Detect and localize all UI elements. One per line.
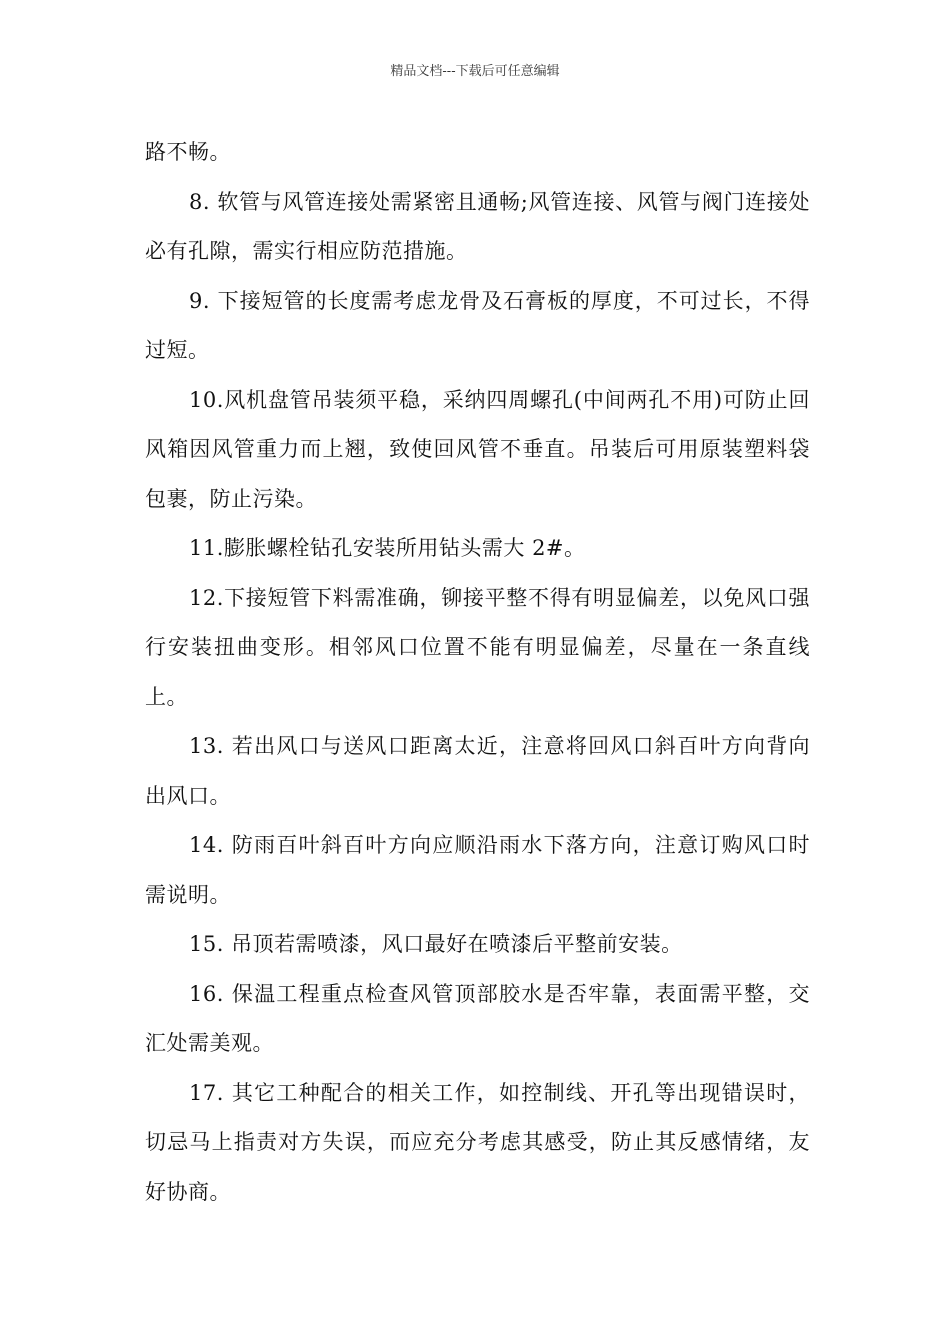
paragraph-item-17: 17. 其它工种配合的相关工作，如控制线、开孔等出现错误时，切忌马上指责对方失误，而应充分考虑其感受，防止其反感情绪，友好协商。: [145, 1080, 810, 1204]
paragraph-continuation: 路不畅。: [145, 140, 231, 164]
paragraph-item-13: 13. 若出风口与送风口距离太近，注意将回风口斜百叶方向背向出风口。: [145, 734, 810, 808]
paragraph-item-10: 10.风机盘管吊装须平稳，采纳四周螺孔(中间两孔不用)可防止回风箱因风管重力而上翘，致使回风管不垂直。吊装后可用原装塑料袋包裹，防止污染。: [145, 387, 810, 511]
page-header: 精品文档---下载后可任意编辑: [390, 64, 560, 79]
paragraph-item-8: 8. 软管与风管连接处需紧密且通畅;风管连接、风管与阀门连接处必有孔隙，需实行相应防范措施。: [145, 189, 810, 263]
paragraph-item-16: 16. 保温工程重点检查风管顶部胶水是否牢靠，表面需平整，交汇处需美观。: [145, 981, 810, 1055]
paragraph-item-14: 14. 防雨百叶斜百叶方向应顺沿雨水下落方向，注意订购风口时需说明。: [145, 833, 810, 907]
document-body: [145, 128, 810, 1217]
paragraph-item-15: 15. 吊顶若需喷漆，风口最好在喷漆后平整前安装。: [189, 932, 683, 956]
paragraph-item-9: 9. 下接短管的长度需考虑龙骨及石膏板的厚度，不可过长，不得过短。: [145, 288, 810, 362]
paragraph-item-11: 11.膨胀螺栓钻孔安装所用钻头需大 2#。: [189, 536, 586, 560]
paragraph-item-12: 12.下接短管下料需准确，铆接平整不得有明显偏差，以免风口强行安装扭曲变形。相邻风口位置不能有明显偏差，尽量在一条直线上。: [145, 585, 810, 709]
